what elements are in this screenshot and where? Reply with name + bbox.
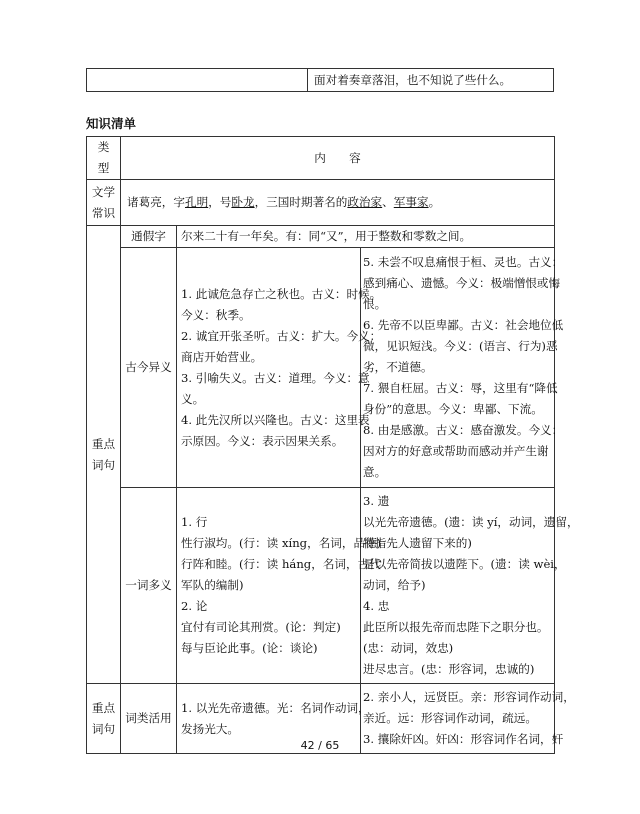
literature-role-strategist: 军事家	[393, 195, 429, 209]
literature-text: ，三国时期著名的	[254, 195, 348, 209]
prev-table-text-cell	[308, 69, 554, 92]
list-item: 每与臣论此事。(论：谈论)	[181, 641, 318, 655]
key-words2-label-line1: 重点	[91, 700, 116, 715]
list-item: 7. 猥自枉屈。古义：辱，这里有“降低	[363, 381, 558, 395]
key-words2-label-line2: 词句	[91, 721, 116, 736]
list-item: 今义：秋季。	[181, 307, 251, 322]
yici-label: 一词多义	[121, 488, 177, 684]
header-content: 内 容	[121, 137, 555, 180]
list-item: 以光先帝遗德。(遗：读 yí，动词，遗留，	[363, 515, 579, 529]
list-item: 5. 未尝不叹息痛恨于桓、灵也。古义：	[363, 255, 564, 269]
literature-courtesy-name: 孔明	[184, 195, 209, 209]
cilei-label: 词类活用	[121, 684, 177, 754]
list-item: 军队的编制)	[181, 578, 244, 592]
list-item: 微，见识短浅。今义：(语言、行为)恶	[363, 339, 558, 353]
list-item: 3. 引喻失义。古义：道理。今义：意	[181, 370, 370, 385]
gujin-right-list	[363, 252, 564, 483]
list-item: 商店开始营业。	[181, 349, 263, 364]
list-item: 动词，给予)	[363, 578, 426, 592]
list-item: 是以先帝简拔以遗陛下。(遗：读 wèi，	[363, 557, 566, 571]
list-item: 1. 以光先帝遗德。光：名词作动词，	[181, 700, 370, 715]
prev-table-text: 面对着奏章落泪，也不知说了些什么。	[314, 72, 512, 87]
list-item: 8. 由是感激。古义：感奋激发。今义：	[363, 423, 564, 437]
list-item: (忠：动词，效忠)	[363, 641, 454, 655]
literature-text: 。	[428, 195, 441, 209]
prev-table	[86, 68, 554, 92]
literature-label-line2: 常识	[91, 205, 116, 220]
list-item: 3. 遗	[363, 494, 390, 508]
list-item: 6. 先帝不以臣卑鄙。古义：社会地位低	[363, 318, 564, 332]
list-item: 3. 攘除奸凶。奸凶：形容词作名词，奸	[363, 732, 564, 746]
list-item: 此臣所以报先帝而忠陛下之职分也。	[363, 620, 549, 634]
list-item: 4. 忠	[363, 599, 390, 613]
list-item: 因对方的好意或帮助而感动并产生谢	[363, 444, 549, 458]
prev-table-empty-cell	[87, 69, 308, 92]
list-item: 进尽忠言。(忠：形容词，忠诚的)	[363, 662, 535, 676]
list-item: 1. 此诚危急存亡之秋也。古义：时候。	[181, 286, 382, 301]
yici-right-list	[363, 491, 579, 680]
tongjiazi-row	[87, 226, 555, 248]
list-item: 2. 诚宜开张圣听。古义：扩大。今义：	[181, 328, 382, 343]
page-footer	[0, 739, 640, 752]
list-item: 示原因。今义：表示因果关系。	[181, 433, 344, 448]
list-item: 意。	[363, 465, 387, 479]
literature-row	[87, 180, 555, 226]
section-title: 知识清单	[86, 116, 137, 131]
literature-art-name: 卧龙	[231, 195, 255, 209]
list-item: 发扬光大。	[181, 721, 239, 736]
list-item: 1. 行	[181, 515, 208, 529]
cilei-left-list	[181, 698, 370, 740]
gujin-label: 古今异义	[121, 248, 177, 488]
list-item: 宜付有司论其刑赏。(论：判定)	[181, 620, 341, 634]
gujin-left-list	[181, 284, 382, 452]
list-item: 义。	[181, 391, 205, 406]
literature-content	[121, 180, 555, 226]
page-number: 42	[300, 739, 315, 752]
literature-label	[87, 180, 121, 226]
literature-text: 诸葛亮，字	[127, 195, 185, 209]
list-item: 2. 亲小人，远贤臣。亲：形容词作动词，	[363, 690, 575, 704]
literature-text: 、	[382, 195, 394, 209]
yici-row	[87, 488, 555, 684]
list-item: 身份”的意思。今义：卑鄙、下流。	[363, 402, 543, 416]
page-total: 65	[325, 739, 340, 752]
gujin-right-cell	[361, 248, 564, 488]
tongjiazi-label: 通假字	[121, 226, 177, 248]
list-item: 劣，不道德。	[363, 360, 433, 374]
knowledge-table	[86, 136, 579, 754]
list-item: 行阵和睦。(行：读 háng，名词，古代	[181, 557, 381, 571]
literature-label-line1: 文学	[91, 184, 116, 199]
list-item: 4. 此先汉所以兴隆也。古义：这里表	[181, 412, 370, 427]
key-words-label-line2: 词句	[91, 457, 116, 472]
list-item: 感到痛心、遗憾。今义：极端憎恨或悔	[363, 276, 561, 290]
gujin-left-cell	[177, 248, 382, 488]
key-words-label-line1: 重点	[91, 436, 116, 451]
gujin-row	[87, 248, 555, 488]
page-separator: /	[318, 739, 322, 752]
list-item: 2. 论	[181, 599, 208, 613]
list-item: 恨。	[363, 297, 387, 311]
literature-text: ，号	[208, 195, 232, 209]
list-item: 特指先人遗留下来的)	[363, 536, 472, 550]
header-type: 类 型	[87, 137, 121, 180]
table-header-row	[87, 137, 555, 180]
list-item: 性行淑均。(行：读 xíng，名词，品德)	[181, 536, 382, 550]
key-words-label	[87, 226, 121, 684]
list-item: 亲近。远：形容词作动词，疏远。	[363, 711, 537, 725]
tongjiazi-text: 尔来二十有一年矣。有：同“又”，用于整数和零数之间。	[177, 226, 555, 248]
literature-role-politician: 政治家	[347, 195, 383, 209]
yici-right-cell	[361, 488, 579, 684]
